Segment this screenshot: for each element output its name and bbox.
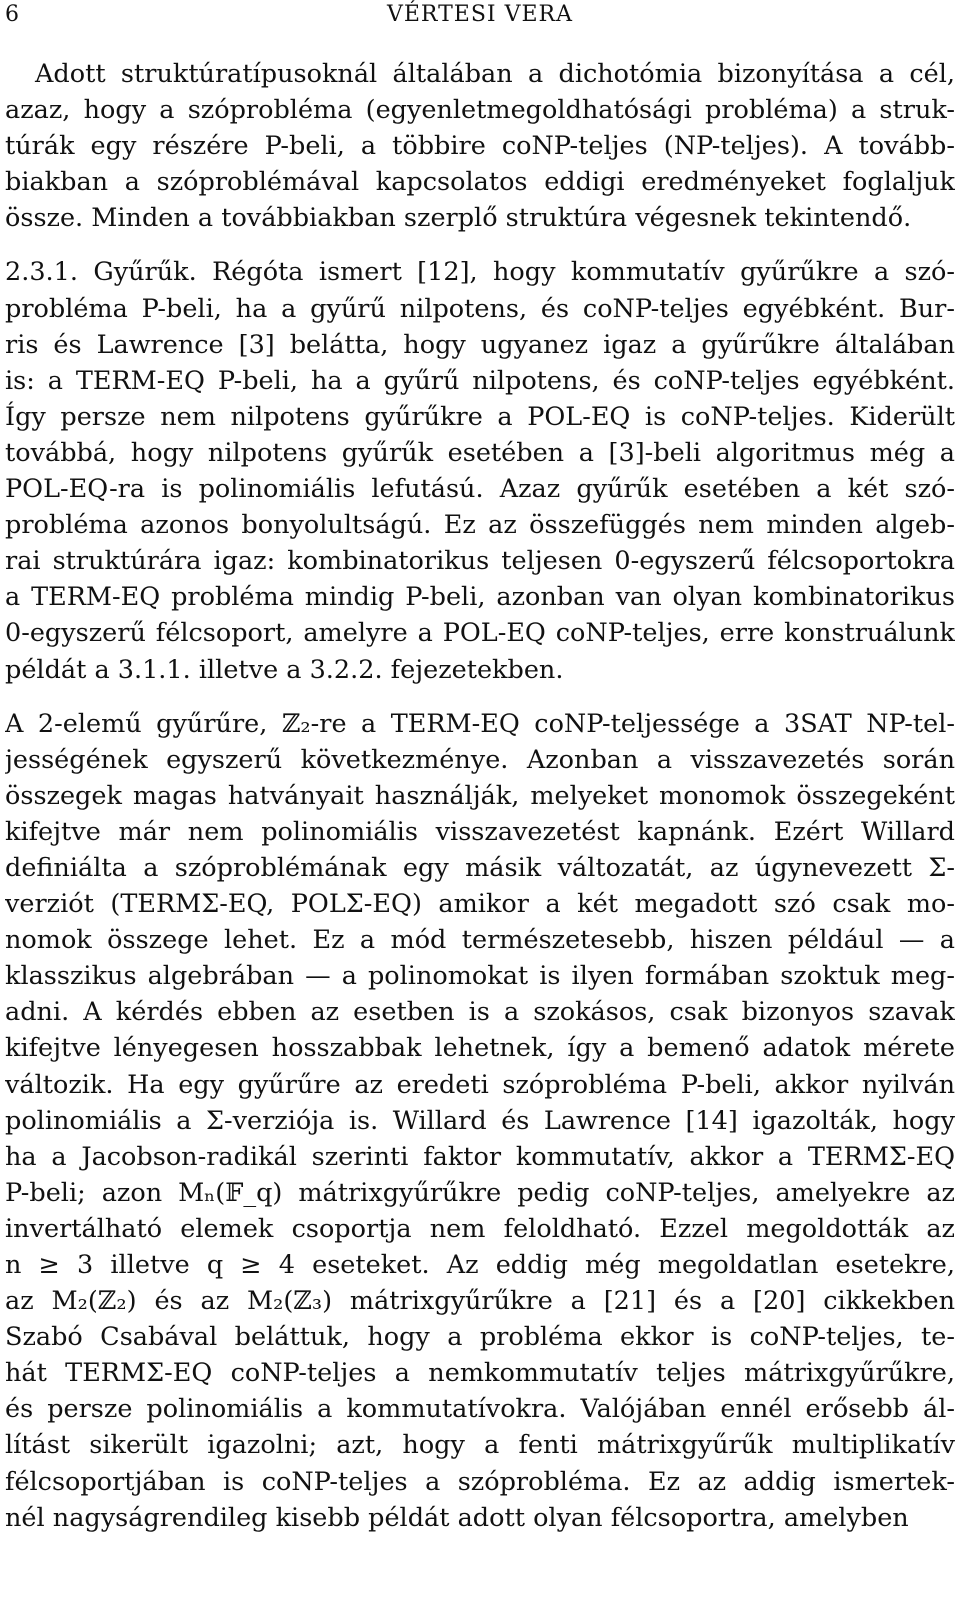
paragraph-3-line: klasszikus algebrában — a polinomokat is ilyen formában szoktuk meg- bbox=[5, 961, 955, 992]
paragraph-3-line: jességének egyszerű következménye. Azonban a visszavezetés során bbox=[5, 744, 955, 775]
paragraph-1-line: azaz, hogy a szóprobléma (egyenletmegoldhatósági probléma) a struk- bbox=[5, 95, 955, 126]
paragraph-3-line: definiálta a szóproblémának egy másik változatát, az úgynevezett Σ- bbox=[5, 852, 955, 883]
paragraph-3-line: n ≥ 3 illetve q ≥ 4 eseteket. Az eddig még megoldatlan esetekre, bbox=[5, 1250, 955, 1280]
paragraph-3-line: változik. Ha egy gyűrűre az eredeti szóprobléma P-beli, akkor nyilván bbox=[5, 1069, 955, 1100]
paragraph-3-line: kifejtve lényegesen hosszabbak lehetnek, így a bemenő adatok mérete bbox=[5, 1033, 955, 1064]
page-header bbox=[5, 0, 955, 30]
paragraph-3-line: félcsoportjában is coNP-teljes a szóprobléma. Ez az addig ismertek- bbox=[5, 1466, 955, 1497]
paragraph-3-line: az M₂(ℤ₂) és az M₂(ℤ₃) mátrixgyűrűkre a [21] és a [20] cikkekben bbox=[5, 1286, 955, 1317]
paragraph-3-line: hát TERMΣ-EQ coNP-teljes a nemkommutatív teljes mátrixgyűrűkre, bbox=[5, 1358, 955, 1389]
body-text bbox=[5, 56, 955, 1536]
paragraph-2-line: rai struktúrára igaz: kombinatorikus teljesen 0-egyszerű félcsoportokra bbox=[5, 546, 955, 577]
paragraph-3-line: és persze polinomiális a kommutatívokra. Valójában ennél erősebb ál- bbox=[5, 1394, 955, 1425]
paragraph-3-line: Szabó Csabával beláttuk, hogy a probléma ekkor is coNP-teljes, te- bbox=[5, 1322, 955, 1353]
paragraph-3-line: nomok összege lehet. Ez a mód természetesebb, hiszen például — a bbox=[5, 925, 955, 956]
paragraph-1-line: biakban a szóproblémával kapcsolatos eddigi eredményeket foglaljuk bbox=[5, 167, 955, 198]
paragraph-3-line: adni. A kérdés ebben az esetben is a szokásos, csak bizonyos szavak bbox=[5, 997, 955, 1028]
paragraph-2-line: probléma P-beli, ha a gyűrű nilpotens, és coNP-teljes egyébként. Bur- bbox=[5, 293, 955, 324]
paragraph-3-line: kifejtve már nem polinomiális visszavezetést kapnánk. Ezért Willard bbox=[5, 816, 955, 847]
paragraph-2-line: POL-EQ-ra is polinomiális lefutású. Azaz gyűrűk esetében a két szó- bbox=[5, 474, 955, 505]
paragraph-2-line: is: a TERM-EQ P-beli, ha a gyűrű nilpotens, és coNP-teljes egyébként. bbox=[5, 365, 955, 396]
paragraph-2-line: probléma azonos bonyolultságú. Ez az összefüggés nem minden algeb- bbox=[5, 510, 955, 541]
paragraph-1-line: túrák egy részére P-beli, a többire coNP-teljes (NP-teljes). A tovább- bbox=[5, 131, 955, 162]
paragraph-2-line: 2.3.1. Gyűrűk. Régóta ismert [12], hogy kommutatív gyűrűkre a szó- bbox=[5, 257, 955, 288]
paragraph-3-line: verziót (TERMΣ-EQ, POLΣ-EQ) amikor a két megadott szó csak mo- bbox=[5, 889, 955, 920]
paragraph-2-line: 0-egyszerű félcsoport, amelyre a POL-EQ coNP-teljes, erre konstruálunk bbox=[5, 618, 955, 649]
paragraph-2-line: ris és Lawrence [3] belátta, hogy ugyanez igaz a gyűrűkre általában bbox=[5, 329, 955, 360]
paragraph-3-line: invertálható elemek csoportja nem feloldható. Ezzel megoldották az bbox=[5, 1213, 955, 1244]
paragraph-2-line: továbbá, hogy nilpotens gyűrűk esetében a [3]-beli algoritmus még a bbox=[5, 437, 955, 468]
paragraph-3-line: összegek magas hatványait használják, melyeket monomok összegeként bbox=[5, 780, 955, 811]
paragraph-3-line: nél nagyságrendileg kisebb példát adott olyan félcsoportra, amelyben bbox=[5, 1502, 909, 1533]
paragraph-3-line: polinomiális a Σ-verziója is. Willard és Lawrence [14] igazolták, hogy bbox=[5, 1105, 955, 1136]
paragraph-3-line: lítást sikerült igazolni; azt, hogy a fenti mátrixgyűrűk multiplikatív bbox=[5, 1430, 955, 1461]
paragraph-1-line: össze. Minden a továbbiakban szerplő struktúra végesnek tekintendő. bbox=[5, 203, 912, 234]
paragraph-gap bbox=[5, 688, 955, 706]
paragraph-1-line: Adott struktúratípusoknál általában a dichotómia bizonyítása a cél, bbox=[35, 59, 955, 89]
running-head: VÉRTESI VERA bbox=[386, 2, 573, 27]
paragraph-2-line: példát a 3.1.1. illetve a 3.2.2. fejezetekben. bbox=[5, 654, 564, 685]
paragraph-gap bbox=[5, 236, 955, 254]
paragraph-3-line: A 2-elemű gyűrűre, ℤ₂-re a TERM-EQ coNP-teljessége a 3SAT NP-tel- bbox=[5, 708, 955, 739]
paragraph-2-line: a TERM-EQ probléma mindig P-beli, azonban van olyan kombinatorikus bbox=[5, 582, 955, 613]
paragraph-3-line: P-beli; azon Mₙ(𝔽_q) mátrixgyűrűkre pedig coNP-teljes, amelyekre az bbox=[5, 1177, 955, 1208]
paragraph-2-line: Így persze nem nilpotens gyűrűkre a POL-EQ is coNP-teljes. Kiderült bbox=[5, 401, 955, 432]
paragraph-3-line: ha a Jacobson-radikál szerinti faktor kommutatív, akkor a TERMΣ-EQ bbox=[5, 1141, 955, 1172]
page-number: 6 bbox=[5, 2, 19, 27]
